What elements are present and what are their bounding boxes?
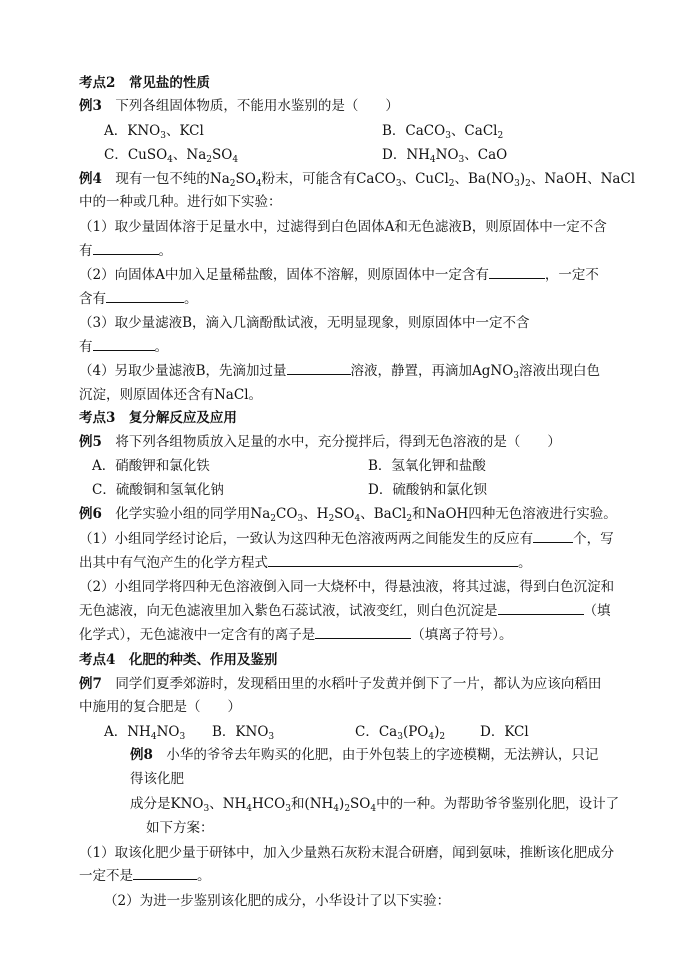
example-8-line-2: 得该化肥: [130, 771, 184, 787]
answer-blank[interactable]: [287, 361, 351, 375]
answer-blank[interactable]: [315, 625, 411, 639]
option-a: A．$NH_4NO_3$: [104, 724, 186, 742]
option-c: C．硫酸铜和氢氧化钠: [92, 482, 224, 498]
example-label: 例4: [79, 171, 102, 187]
example-8-q2: （2）为进一步鉴别该化肥的成分，小华设计了以下实验：: [104, 893, 451, 909]
answer-blank[interactable]: [533, 529, 573, 543]
example-8-q1-answer: 一定不是 。: [79, 868, 211, 884]
example-4-line-2: 中的一种或几种。进行如下实验：: [79, 194, 282, 210]
example-6-line-1: 例6 化学实验小组的同学用$Na_2CO_3$、$H_2SO_4$、BaCl$_2$和NaOH四种无色溶液进行实验。: [79, 506, 617, 524]
example-label: 例3: [79, 98, 102, 114]
option-a: A．硝酸钾和氯化铁: [92, 458, 210, 474]
answer-blank[interactable]: [93, 337, 155, 351]
example-4-line-1: 例4 现有一包不纯的$Na_2SO_4$粉末，可能含有CaCO$_3$、CuCl$_2$、$Ba(NO_3)_2$、NaOH、NaCl: [79, 171, 636, 189]
example-8-line-4: 如下方案：: [146, 820, 214, 836]
example-label: 例5: [79, 434, 102, 450]
answer-blank[interactable]: [93, 241, 159, 255]
example-4-q1: （1）取少量固体溶于足量水中，过滤得到白色固体A和无色滤液B，则原固体中一定不含: [79, 219, 607, 235]
example-4-q3: （3）取少量滤液B，滴入几滴酚酞试液，无明显现象，则原固体中一定不含: [79, 315, 530, 331]
example-4-q4-cont: 沉淀，则原固体还含有NaCl。: [79, 387, 263, 403]
answer-blank[interactable]: [489, 265, 545, 279]
example-4-q2: （2）向固体A中加入足量稀盐酸，固体不溶解，则原固体中一定含有 ，一定不: [79, 267, 599, 283]
example-7-line-2: 中施用的复合肥是（ ）: [79, 699, 241, 715]
example-6-q1: （1）小组同学经讨论后，一致认为这四种无色溶液两两之间能发生的反应有 个，写: [79, 531, 614, 547]
option-b: B．氢氧化钾和盐酸: [368, 458, 486, 474]
answer-blank[interactable]: [133, 866, 197, 880]
example-8-q1: （1）取该化肥少量于研钵中，加入少量熟石灰粉末混合研磨，闻到氨味，推断该化肥成分: [79, 845, 615, 861]
answer-blank[interactable]: [106, 289, 184, 303]
example-5-question: 例5 将下列各组物质放入足量的水中，充分搅拌后，得到无色溶液的是（ ）: [79, 434, 561, 450]
option-b: B．CaCO$_3$、CaCl$_2$: [382, 123, 504, 141]
example-label: 例7: [79, 676, 102, 692]
example-8-line-3: 成分是$KNO_3$、$NH_4HCO_3$和$(NH_4)_2SO_4$中的一种。为帮助爷爷鉴别化肥，设计了: [130, 796, 620, 814]
example-6-q2: （2）小组同学将四种无色溶液倒入同一大烧杯中，得悬浊液，将其过滤，得到白色沉淀和: [79, 579, 615, 595]
section-heading: 考点2 常见盐的性质: [79, 75, 210, 91]
example-7-line-1: 例7 同学们夏季郊游时，发现稻田里的水稻叶子发黄并倒下了一片，都认为应该向稻田: [79, 676, 602, 692]
option-d: D．硫酸钠和氯化钡: [368, 482, 487, 498]
option-d: D．$NH_4NO_3$、CaO: [382, 147, 508, 165]
option-a: A．$KNO_3$、KCl: [104, 123, 204, 141]
option-b: B．$KNO_3$: [212, 724, 275, 742]
example-6-q1-cont: 出其中有气泡产生的化学方程式 。: [79, 555, 532, 571]
example-4-q3-answer: 有 。: [79, 339, 168, 355]
example-4-q1-answer: 有 。: [79, 243, 172, 259]
example-label: 例6: [79, 506, 102, 522]
example-4-q2-cont: 含有 。: [79, 291, 198, 307]
option-c: C．$Ca_3(PO_4)_2$: [355, 724, 446, 742]
example-6-q2-cont: 无色滤液，向无色滤液里加入紫色石蕊试液，试液变红，则白色沉淀是 （填: [79, 603, 611, 619]
option-c: C．CuSO$_4$、$Na_2SO_4$: [104, 147, 239, 165]
section-heading: 考点3 复分解反应及应用: [79, 410, 237, 426]
example-3-question: 例3 下列各组固体物质，不能用水鉴别的是（ ）: [79, 98, 399, 114]
answer-blank[interactable]: [498, 601, 584, 615]
example-6-q2-cont-2: 化学式），无色滤液中一定含有的离子是 （填离子符号）。: [79, 627, 513, 643]
example-4-q4: （4）另取少量滤液B，先滴加过量 溶液，静置，再滴加AgNO$_3$溶液出现白色: [79, 363, 601, 381]
example-label: 例8: [130, 747, 153, 763]
example-8-line-1: 例8 小华的爷爷去年购买的化肥，由于外包装上的字迹模糊，无法辨认，只记: [130, 747, 599, 763]
answer-blank[interactable]: [268, 553, 518, 567]
section-heading: 考点4 化肥的种类、作用及鉴别: [79, 652, 278, 668]
option-d: D．KCl: [480, 724, 529, 740]
